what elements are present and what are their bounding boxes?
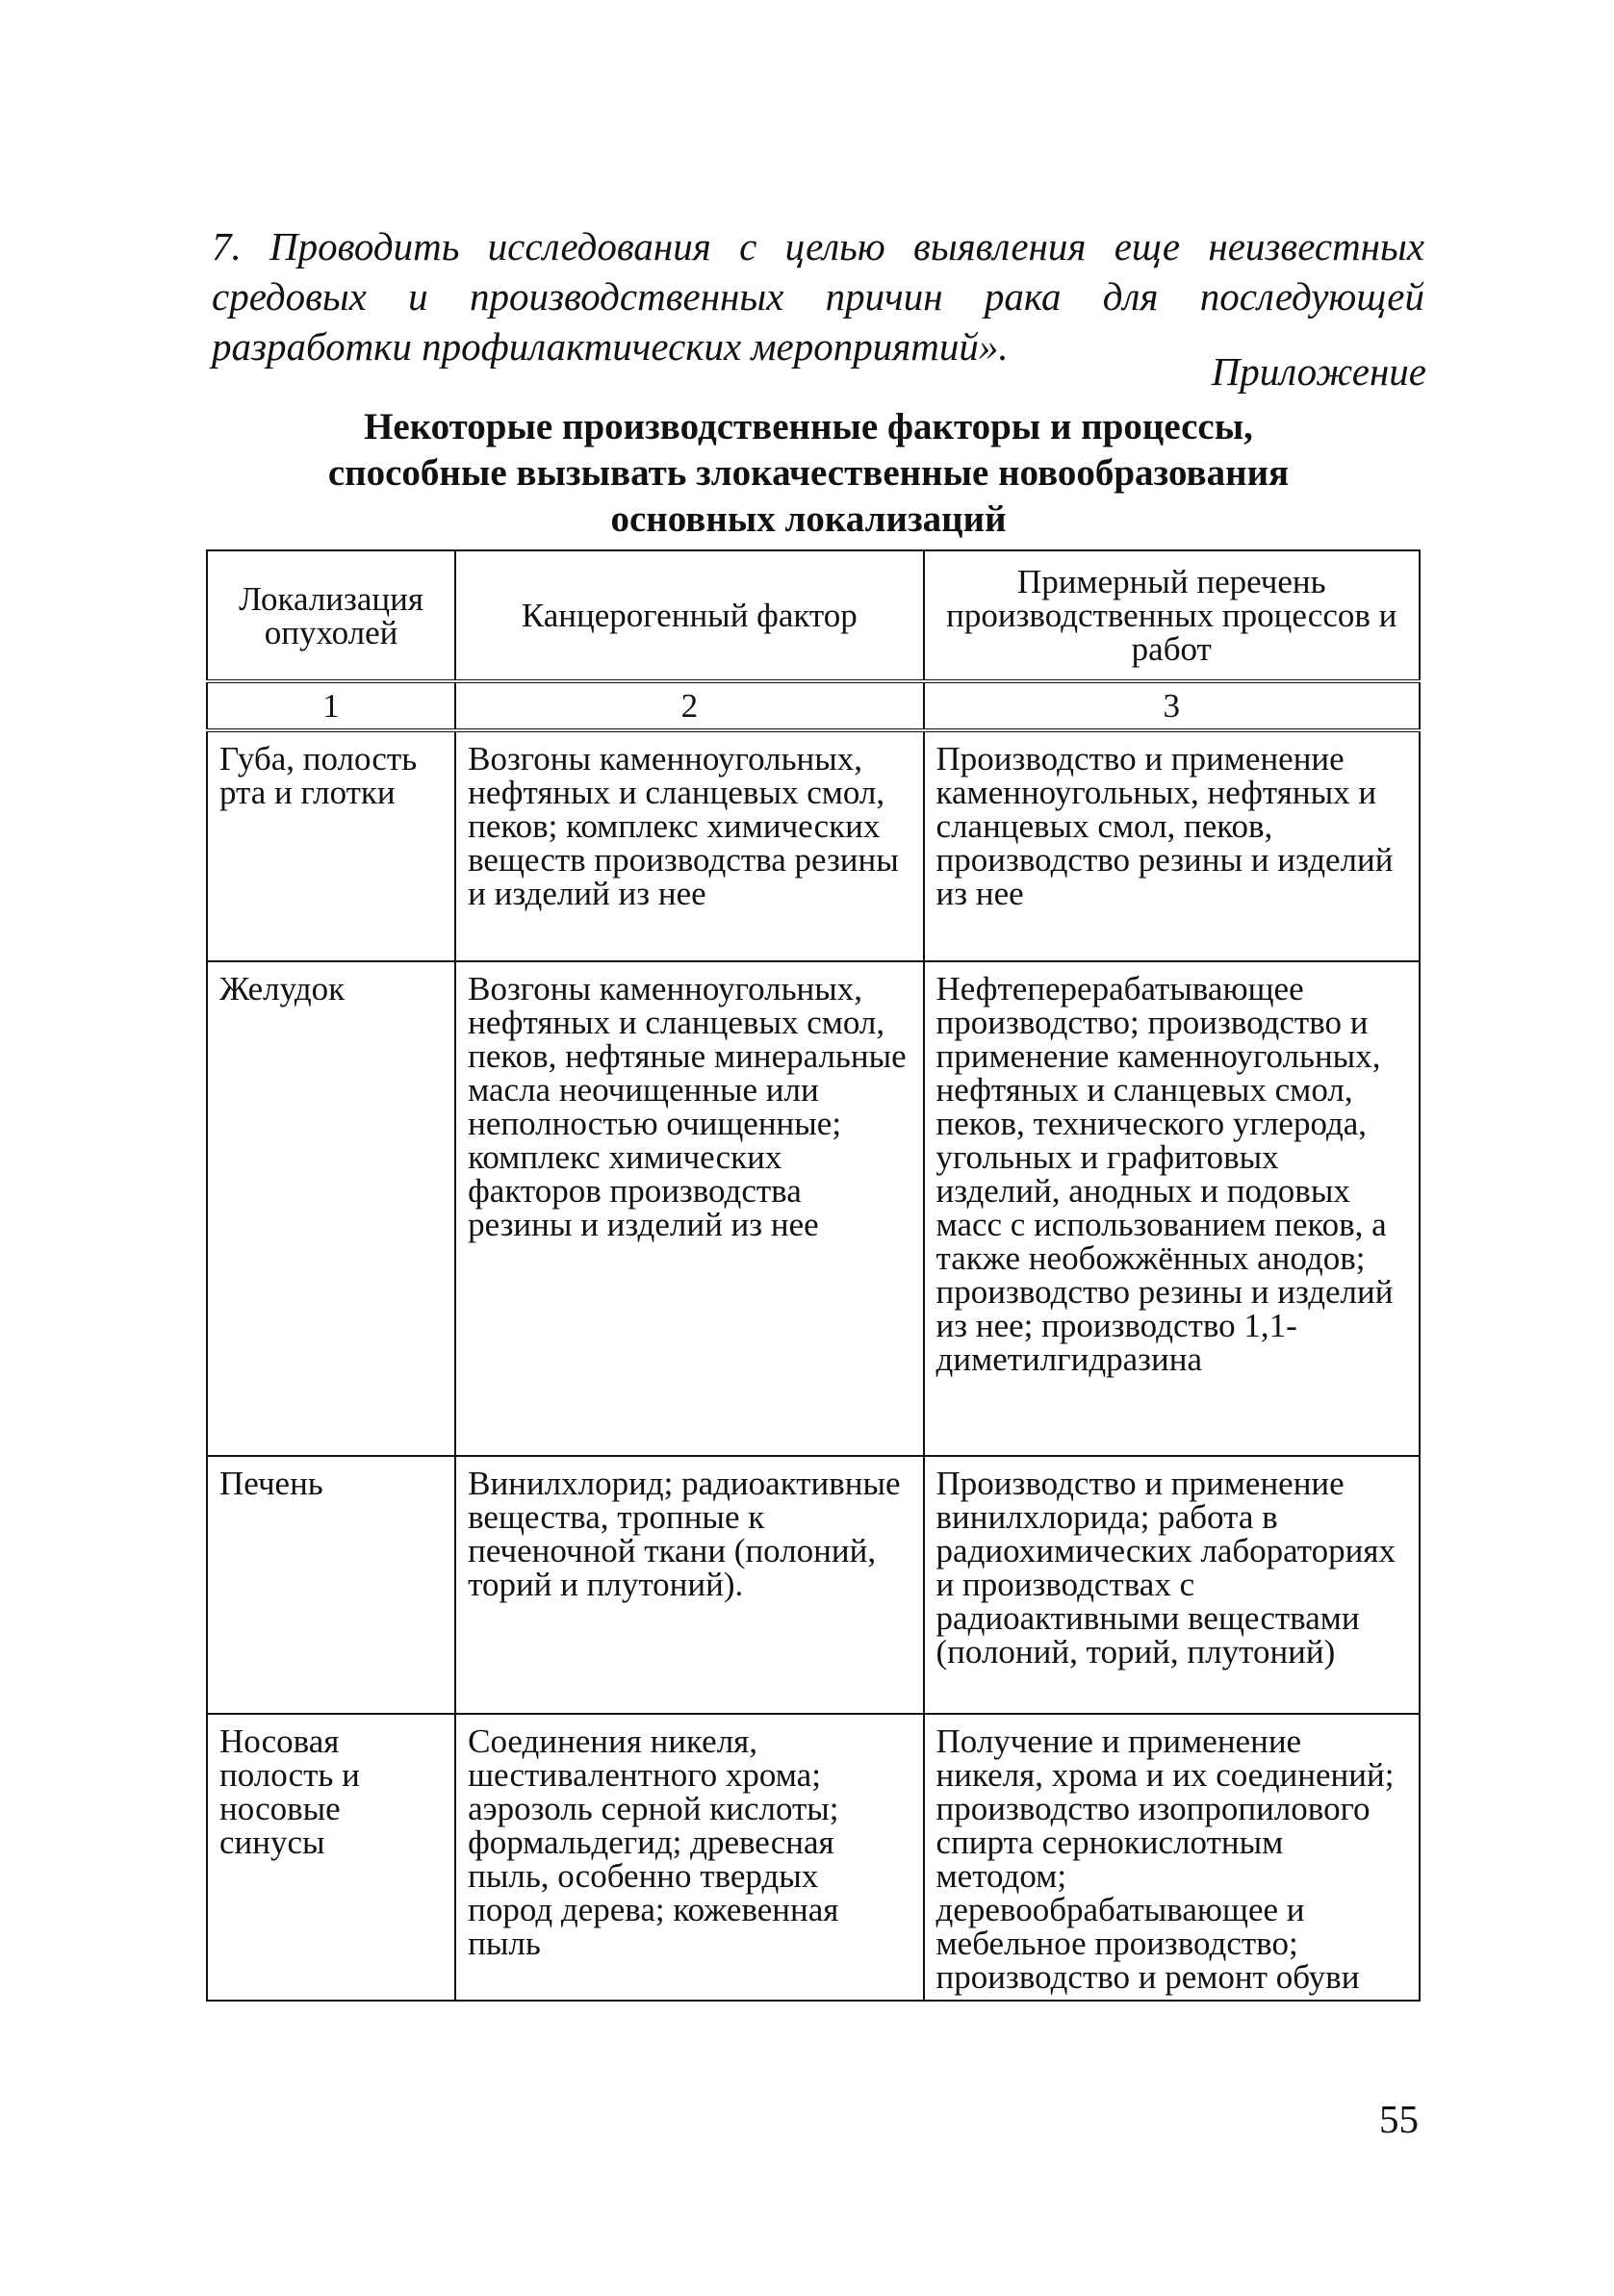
cell-processes: Получение и применение никеля, хрома и их соединений; производство изопропилового спирта сернокислотным методом; деревообрабатывающее и мебельное производство; производство и ремонт обуви [924,1714,1420,2001]
cell-localization: Носовая полость и носовые синусы [207,1714,455,2001]
column-number: 2 [455,681,923,730]
table-header-row [207,550,1420,681]
cell-localization: Желудок [207,961,455,1456]
column-number-row [207,681,1420,730]
cell-localization: Печень [207,1456,455,1714]
column-number: 3 [924,681,1420,730]
cell-localization: Губа, полость рта и глотки [207,730,455,961]
header-localization: Локализация опухолей [207,550,455,681]
cell-factor: Соединения никеля, шестивалентного хрома; аэрозоль серной кислоты; формальдегид; древесная пыль, особенно твердых пород дерева; кожевенная пыль [455,1714,923,2001]
title-line: основных локализаций [610,498,1007,540]
page-number: 55 [1379,2097,1419,2141]
cell-processes: Нефтеперерабатывающее производство; производство и применение каменноугольных, нефтяных и сланцевых смол, пеков, технического углерода, угольных и графитовых изделий, анодных и подовых масс с использованием пеков, а также необожжённых анодов; производство резины и изделий из нее; производство 1,1-диметилгидразина [924,961,1420,1456]
title-line: способные вызывать злокачественные новообразования [327,452,1290,494]
table-row [207,1714,1420,2001]
table-row [207,730,1420,961]
table-row [207,961,1420,1456]
table-row [207,1456,1420,1714]
carcinogen-table [206,549,1421,2002]
appendix-label: Приложение [1211,349,1426,394]
table-title [192,404,1424,543]
header-processes: Примерный перечень производственных процессов и работ [924,550,1420,681]
cell-processes: Производство и применение винилхлорида; работа в радиохимических лабораториях и производствах с радиоактивными веществами (полоний, торий, плутоний) [924,1456,1420,1714]
intro-paragraph: 7. Проводить исследования с целью выявления еще неизвестных средовых и производственных причин рака для последующей разработки профилактических мероприятий». [212,224,1424,369]
cell-factor: Возгоны каменноугольных, нефтяных и сланцевых смол, пеков; комплекс химических веществ производства резины и изделий из нее [455,730,923,961]
cell-factor: Винилхлорид; радиоактивные вещества, тропные к печеночной ткани (полоний, торий и плутоний). [455,1456,923,1714]
cell-processes: Производство и применение каменноугольных, нефтяных и сланцевых смол, пеков, производство резины и изделий из нее [924,730,1420,961]
header-factor: Канцерогенный фактор [455,550,923,681]
cell-factor: Возгоны каменноугольных, нефтяных и сланцевых смол, пеков, нефтяные минеральные масла неочищенные или неполностью очищенные; комплекс химических факторов производства резины и изделий из нее [455,961,923,1456]
title-line: Некоторые производственные факторы и процессы, [364,406,1253,447]
column-number: 1 [207,681,455,730]
